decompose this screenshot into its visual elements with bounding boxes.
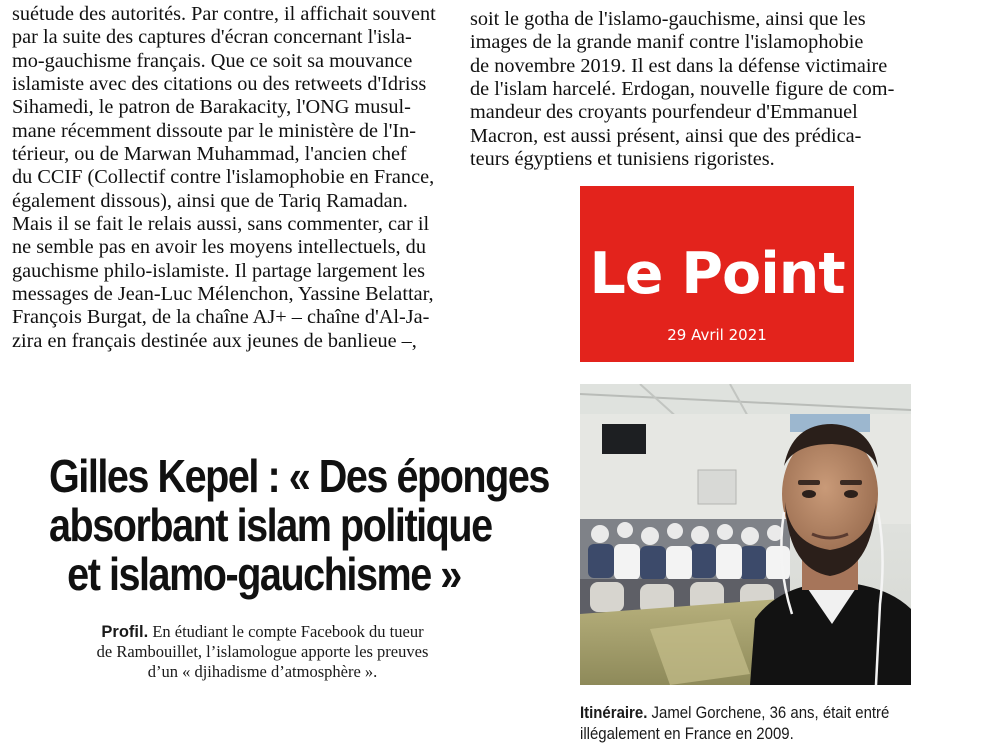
standfirst-text: En étudiant le compte Facebook du tueur xyxy=(148,622,424,641)
selfie-photo xyxy=(580,384,911,685)
caption-kicker: Itinéraire. xyxy=(580,703,648,722)
photo-caption xyxy=(580,702,932,744)
article-right-column xyxy=(470,8,910,171)
profile-kicker: Profil. xyxy=(101,623,149,641)
text-line: ne semble pas en avoir les moyens intellectuels, du xyxy=(12,236,426,259)
text-line: soit le gotha de l'islamo-gauchisme, ainsi que les xyxy=(470,8,866,30)
text-line: par la suite des captures d'écran concernant l'isla- xyxy=(12,26,412,49)
article-left-column xyxy=(12,3,452,353)
text-line: islamiste avec des citations ou des retweets d'Idriss xyxy=(12,73,427,96)
text-line: térieur, ou de Marwan Muhammad, l'ancien chef xyxy=(12,143,407,166)
text-line: gauchisme philo-islamiste. Il partage largement les xyxy=(12,259,426,282)
text-line: teurs égyptiens et tunisiens rigoristes. xyxy=(470,148,775,171)
text-line: du CCIF (Collectif contre l'islamophobie en France, xyxy=(12,166,435,189)
logo-wordmark: Le Point xyxy=(589,241,845,307)
text-line: mandeur des croyants pourfendeur d'Emmanuel xyxy=(470,101,858,124)
caption-line: illégalement en France en 2009. xyxy=(580,724,794,743)
headline-line: Gilles Kepel : « Des éponges xyxy=(49,450,549,502)
headline xyxy=(49,450,549,600)
standfirst-line xyxy=(55,622,470,642)
caption-line xyxy=(580,702,932,723)
text-line: images de la grande manif contre l'islamophobie xyxy=(470,31,864,54)
headline-line: absorbant islam politique xyxy=(49,499,492,551)
text-line: également dissous), ainsi que de Tariq Ramadan. xyxy=(12,189,408,212)
text-line: suétude des autorités. Par contre, il affichait souvent xyxy=(12,3,436,25)
text-line: messages de Jean-Luc Mélenchon, Yassine Belattar, xyxy=(12,283,434,306)
caption-text: Jamel Gorchene, 36 ans, était entré xyxy=(647,703,890,722)
text-line: Macron, est aussi présent, ainsi que des prédica- xyxy=(470,124,862,147)
standfirst-line: d’un « djihadisme d’atmosphère ». xyxy=(147,662,378,681)
text-line: Sihamedi, le patron de Barakacity, l'ONG musul- xyxy=(12,96,411,119)
text-line: mane récemment dissoute par le ministère de l'In- xyxy=(12,119,417,142)
profile-standfirst xyxy=(55,622,470,682)
standfirst-line: de Rambouillet, l’islamologue apporte les preuves xyxy=(96,642,429,661)
photo-illustration xyxy=(580,384,911,685)
text-line: de novembre 2019. Il est dans la défense victimaire xyxy=(470,54,888,77)
headline-line: et islamo-gauchisme » xyxy=(67,548,461,600)
text-line: Mais il se fait le relais aussi, sans commenter, car il xyxy=(12,213,430,236)
text-line: zira en français destinée aux jeunes de banlieue –, xyxy=(12,329,417,352)
text-line: François Burgat, de la chaîne AJ+ – chaîne d'Al-Ja- xyxy=(12,306,430,329)
le-point-logo xyxy=(580,186,854,362)
publication-date: 29 Avril 2021 xyxy=(667,326,767,344)
text-line: de l'islam harcelé. Erdogan, nouvelle figure de com- xyxy=(470,78,895,101)
text-line: mo-gauchisme français. Que ce soit sa mouvance xyxy=(12,49,413,72)
